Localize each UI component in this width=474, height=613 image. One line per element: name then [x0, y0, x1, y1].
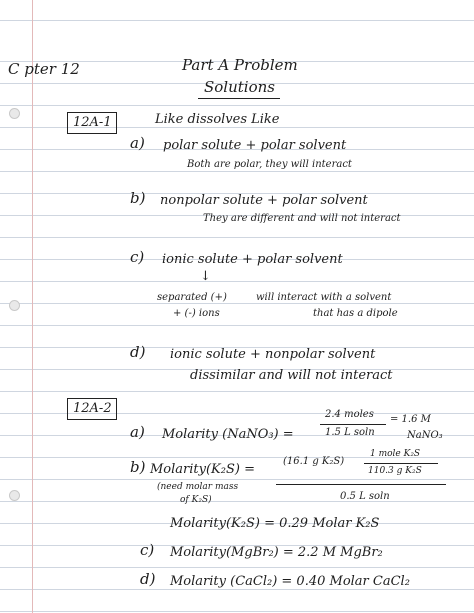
- conversion-numerator: 1 mole K₂S: [370, 449, 421, 459]
- item-letter: a): [130, 134, 145, 152]
- fraction-bar: [276, 484, 446, 485]
- side-note: of K₂S): [180, 495, 212, 505]
- section-label-12a1: 12A-1: [73, 115, 112, 130]
- mass-term: (16.1 g K₂S): [283, 456, 345, 467]
- item-text: nonpolar solute + polar solvent: [160, 193, 368, 208]
- item-note: They are different and will not interact: [203, 213, 401, 224]
- item-letter: c): [140, 541, 155, 559]
- side-note: (need molar mass: [157, 482, 239, 492]
- down-arrow-icon: ↓: [200, 269, 211, 284]
- item-subline: separated (+): [157, 292, 227, 303]
- item-note: that has a dipole: [313, 308, 398, 319]
- item-subline: + (-) ions: [173, 308, 220, 319]
- item-letter: b): [130, 189, 146, 207]
- molarity-lhs: Molarity(K₂S) =: [150, 462, 255, 477]
- molarity-lhs: Molarity (NaNO₃) =: [162, 427, 294, 442]
- item-note: dissimilar and will not interact: [190, 368, 393, 383]
- fraction-numerator: 2.4 moles: [325, 409, 374, 420]
- result-unit: NaNO₃: [407, 430, 443, 441]
- item-letter: c): [130, 248, 145, 266]
- conversion-bar: [364, 463, 438, 464]
- result: Molarity(K₂S) = 0.29 Molar K₂S: [170, 516, 380, 531]
- binder-hole: [9, 300, 20, 311]
- item-text: ionic solute + nonpolar solvent: [170, 347, 376, 362]
- page-subtitle: Solutions: [204, 78, 275, 96]
- fraction-denominator: 1.5 L soln: [325, 427, 375, 438]
- conversion-denominator: 110.3 g K₂S: [368, 466, 422, 476]
- item-letter: d): [140, 570, 156, 588]
- binder-hole: [9, 490, 20, 501]
- section-label-12a2: 12A-2: [73, 401, 112, 416]
- item-letter: b): [130, 458, 146, 476]
- binder-hole: [9, 108, 20, 119]
- item-text: Molarity (CaCl₂) = 0.40 Molar CaCl₂: [170, 574, 410, 589]
- item-text: Molarity(MgBr₂) = 2.2 M MgBr₂: [170, 545, 383, 560]
- section-intro: Like dissolves Like: [155, 112, 280, 127]
- margin-line: [32, 0, 33, 613]
- fraction-bar: [320, 424, 386, 425]
- item-note: will interact with a solvent: [256, 292, 392, 303]
- fraction-denominator: 0.5 L soln: [340, 491, 390, 502]
- item-letter: a): [130, 423, 145, 441]
- item-text: ionic solute + polar solvent: [162, 252, 343, 267]
- item-note: Both are polar, they will interact: [187, 159, 352, 170]
- subtitle-underline: [198, 98, 280, 99]
- chapter-heading: C pter 12: [8, 60, 80, 78]
- item-letter: d): [130, 343, 146, 361]
- result: = 1.6 M: [390, 414, 431, 425]
- page-title: Part A Problem: [182, 56, 298, 74]
- item-text: polar solute + polar solvent: [163, 138, 347, 153]
